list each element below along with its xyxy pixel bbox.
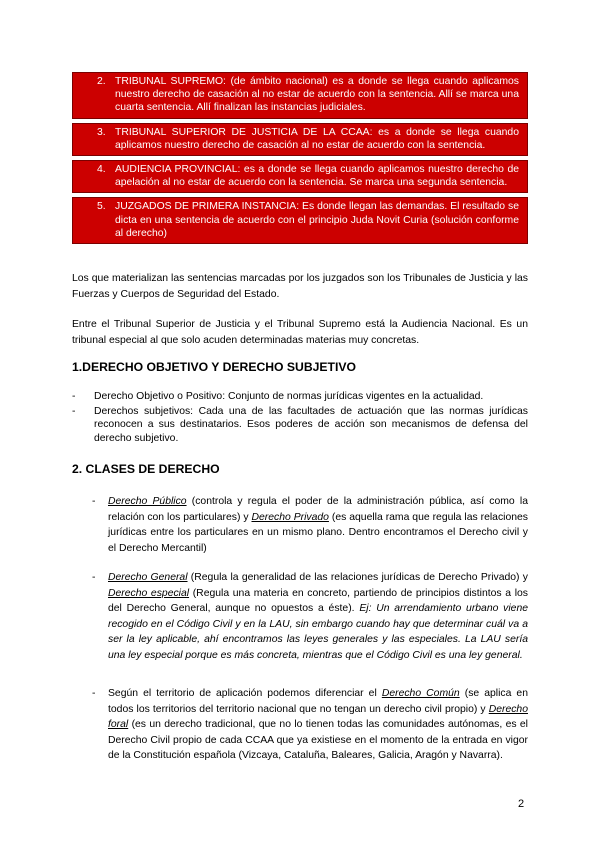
- bullet-text: [108, 686, 528, 764]
- court-hierarchy-list: [72, 72, 528, 248]
- text-fragment: (se aplica en todos los territorios del territorio nacional que no tengan un derecho civil propio) y: [108, 688, 528, 715]
- term-derecho-privado: Derecho Privado: [251, 511, 329, 523]
- bullet-text: [108, 494, 528, 556]
- bullet-comun-foral: [72, 686, 528, 764]
- court-description: es a donde se llega cuando aplicamos nuestro derecho de apelación al no estar de acuerdo con la sentencia. Se marca una segunda sentencia.: [115, 164, 519, 189]
- dash-marker: -: [72, 405, 76, 417]
- paragraph-audiencia-nacional: Entre el Tribunal Superior de Justicia y el Tribunal Supremo está la Audiencia Nacional. Es un tribunal especial al que solo acuden determinadas materias muy concretas.: [72, 319, 528, 346]
- list-item-text: Derechos subjetivos: Cada una de las facultades de actuación que las normas jurídicas reconocen a sus destinatarios. Esos poderes de acción son mecanismos de defensa del derecho subjetivo.: [94, 405, 528, 444]
- derecho-list: [72, 390, 528, 446]
- text-fragment: (Regula una materia en concreto, partiendo de principios distintos a los del Derecho General, aunque no opuestos a éste).: [108, 587, 528, 615]
- court-description: es a donde se llega cuando aplicamos nuestro derecho de casación al no estar de acuerdo con la sentencia.: [115, 126, 519, 151]
- bullet-general-especial: [72, 570, 528, 664]
- dash-marker: -: [92, 572, 96, 583]
- term-derecho-publico: Derecho Público: [108, 496, 187, 507]
- text-fragment: (es un derecho tradicional, que no lo tienen todas las comunidades autónomas, es el Derecho Civil propio de cada CCAA que ya existiese en el momento de la entrada en vigor de la Constitución española (Vizcaya, Cataluña, Baleares, Galicia, Aragón y Navarra).: [108, 719, 528, 762]
- bullet-publico-privado: [72, 494, 528, 556]
- text-fragment: (Regula la generalidad de las relaciones jurídicas de Derecho Privado) y: [187, 572, 528, 583]
- court-item-audiencia-provincial: [72, 160, 528, 193]
- example-text: Ej: Un arrendamiento urbano viene recogido en el Código Civil y en la LAU, sin embargo cuando hay que determinar cuál va a ser la ley aplicable, ahí encontramos las leyes generales y las especiales. La LAU sería una ley especial porque es más concreta, mientras que el Código Civil es una ley general.: [108, 603, 529, 661]
- list-item: [72, 390, 528, 404]
- term-derecho-general: Derecho General: [108, 572, 188, 583]
- court-item-tribunal-supremo: [72, 72, 528, 119]
- dash-marker: -: [92, 688, 96, 699]
- section-heading-derecho-objetivo: 1.DERECHO OBJETIVO Y DERECHO SUBJETIVO: [72, 360, 356, 374]
- list-item: [72, 405, 528, 446]
- court-item-tsj: [72, 123, 528, 156]
- term-derecho-especial: Derecho especial: [108, 587, 190, 599]
- page-number: 2: [518, 798, 525, 810]
- court-description: Es donde llegan las demandas. El resultado se dicta en una sentencia de acuerdo con el principio Juda Novit Curia (solución conforme al derecho): [115, 201, 519, 239]
- court-title: TRIBUNAL SUPERIOR DE JUSTICIA DE LA CCAA:: [115, 126, 373, 138]
- text-fragment: (controla y regula el poder de la administración pública, así como la relación con los particulares) y: [108, 496, 528, 523]
- text-fragment: (es aquella rama que regula las relaciones jurídicas entre los particulares en un mismo plano. Dentro encontramos el Derecho civil y el Derecho Mercantil): [108, 511, 528, 554]
- court-item-juzgados: [72, 197, 528, 244]
- section-heading-clases-derecho: 2. CLASES DE DERECHO: [72, 462, 220, 476]
- term-derecho-foral: Derecho foral: [108, 703, 528, 731]
- bullet-text: [108, 570, 528, 664]
- court-title: AUDIENCIA PROVINCIAL:: [115, 164, 241, 176]
- dash-marker: -: [72, 391, 76, 402]
- paragraph-materializan: Los que materializan las sentencias marcadas por los juzgados son los Tribunales de Justicia y las Fuerzas y Cuerpos de Seguridad del Estado.: [72, 273, 528, 300]
- court-title: TRIBUNAL SUPREMO:: [115, 76, 226, 87]
- court-description: (de ámbito nacional) es a donde se llega cuando aplicamos nuestro derecho de casación al no estar de acuerdo con la sentencia. Allí se marca una cuarta sentencia. Allí finalizan las instancias judiciales.: [115, 76, 519, 114]
- list-number: 5.: [97, 201, 106, 213]
- text-fragment: Según el territorio de aplicación podemos diferenciar el: [108, 688, 382, 699]
- list-number: 2.: [97, 76, 106, 87]
- dash-marker: -: [92, 496, 96, 507]
- list-number: 3.: [97, 126, 106, 138]
- list-number: 4.: [97, 164, 106, 176]
- list-item-text: Derecho Objetivo o Positivo: Conjunto de normas jurídicas vigentes en la actualidad.: [94, 391, 484, 402]
- court-title: JUZGADOS DE PRIMERA INSTANCIA:: [115, 201, 300, 213]
- term-derecho-comun: Derecho Común: [381, 688, 460, 699]
